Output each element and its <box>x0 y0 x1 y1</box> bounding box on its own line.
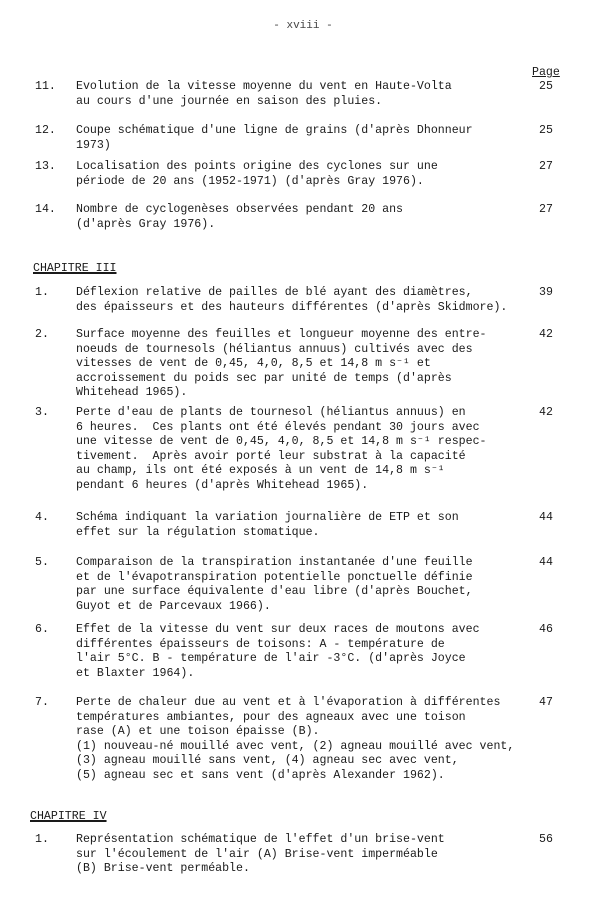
figure-number: 7. <box>35 696 49 709</box>
page-reference: 42 <box>539 328 553 341</box>
caption-line: (3) agneau mouillé sans vent, (4) agneau sec avec vent, <box>76 754 459 768</box>
figure-number: 6. <box>35 623 49 636</box>
caption-line: Localisation des points origine des cyclones sur une <box>76 160 438 173</box>
page-reference: 39 <box>539 286 553 299</box>
caption-line: noeuds de tournesols (héliantus annuus) cultivés avec des <box>76 342 473 356</box>
figure-caption <box>76 833 445 877</box>
caption-line: par une surface équivalente d'eau libre (d'après Bouchet, <box>76 585 473 599</box>
figure-number: 4. <box>35 511 49 524</box>
figure-number: 11. <box>35 80 56 93</box>
caption-line: Perte de chaleur due au vent et à l'évaporation à différentes <box>76 696 501 709</box>
figure-caption <box>76 203 403 232</box>
figure-caption <box>76 286 507 315</box>
caption-line: et Blaxter 1964). <box>76 666 195 680</box>
caption-line: Schéma indiquant la variation journalière de ETP et son <box>76 511 459 524</box>
figure-caption <box>76 696 514 784</box>
figure-caption <box>76 511 459 540</box>
figure-caption <box>76 556 473 614</box>
caption-line: Représentation schématique de l'effet d'un brise-vent <box>76 833 445 846</box>
caption-line: sur l'écoulement de l'air (A) Brise-vent imperméable <box>76 847 438 861</box>
figure-caption <box>76 623 480 681</box>
page-reference: 27 <box>539 203 553 216</box>
caption-line: une vitesse de vent de 0,45, 4,0, 8,5 et 14,8 m s⁻¹ respec- <box>76 435 487 449</box>
caption-line: accroissement du poids sec par unité de temps (d'après <box>76 371 452 385</box>
page-number-header: - xviii - <box>273 20 333 32</box>
figure-caption <box>76 406 487 494</box>
caption-line: l'air 5°C. B - température de l'air -3°C. (d'après Joyce <box>76 652 466 666</box>
figure-caption <box>76 80 452 109</box>
caption-line: températures ambiantes, pour des agneaux avec une toison <box>76 710 466 724</box>
caption-line: différentes épaisseurs de toisons: A - température de <box>76 637 445 651</box>
caption-line: Nombre de cyclogenèses observées pendant 20 ans <box>76 203 403 216</box>
figure-caption <box>76 160 438 189</box>
caption-line: Evolution de la vitesse moyenne du vent en Haute-Volta <box>76 80 452 93</box>
caption-line: Whitehead 1965). <box>76 386 188 400</box>
chapter-heading: CHAPITRE III <box>33 262 117 275</box>
figure-number: 1. <box>35 286 49 299</box>
caption-line: effet sur la régulation stomatique. <box>76 525 320 539</box>
caption-line: période de 20 ans (1952-1971) (d'après Gray 1976). <box>76 174 424 188</box>
page-column-label: Page <box>532 66 560 79</box>
caption-line: (1) nouveau-né mouillé avec vent, (2) agneau mouillé avec vent, <box>76 739 515 753</box>
page-reference: 46 <box>539 623 553 636</box>
caption-line: au champ, ils ont été exposés à un vent de 14,8 m s⁻¹ <box>76 464 445 478</box>
caption-line: 6 heures. Ces plants ont été élevés pendant 30 jours avec <box>76 420 480 434</box>
page-reference: 42 <box>539 406 553 419</box>
page-reference: 47 <box>539 696 553 709</box>
figure-number: 14. <box>35 203 56 216</box>
caption-line: (B) Brise-vent perméable. <box>76 862 250 876</box>
figure-caption <box>76 328 487 401</box>
caption-line: et de l'évapotranspiration potentielle ponctuelle définie <box>76 570 473 584</box>
caption-line: Perte d'eau de plants de tournesol (héliantus annuus) en <box>76 406 466 419</box>
caption-line: pendant 6 heures (d'après Whitehead 1965). <box>76 478 369 492</box>
caption-line: 1973) <box>76 138 111 152</box>
figure-number: 12. <box>35 124 56 137</box>
figure-number: 3. <box>35 406 49 419</box>
caption-line: des épaisseurs et des hauteurs différentes (d'après Skidmore). <box>76 300 508 314</box>
caption-line: rase (A) et une toison épaisse (B). <box>76 725 320 739</box>
figure-caption <box>76 124 473 153</box>
caption-line: Surface moyenne des feuilles et longueur moyenne des entre- <box>76 328 487 341</box>
caption-line: Effet de la vitesse du vent sur deux races de moutons avec <box>76 623 480 636</box>
caption-line: vitesses de vent de 0,45, 4,0, 8,5 et 14,8 m s⁻¹ et <box>76 357 431 371</box>
caption-line: Guyot et de Parcevaux 1966). <box>76 599 271 613</box>
figure-number: 5. <box>35 556 49 569</box>
caption-line: (d'après Gray 1976). <box>76 217 216 231</box>
caption-line: Déflexion relative de pailles de blé ayant des diamètres, <box>76 286 473 299</box>
chapter-heading: CHAPITRE IV <box>30 810 107 823</box>
figure-number: 1. <box>35 833 49 846</box>
page-reference: 56 <box>539 833 553 846</box>
caption-line: Comparaison de la transpiration instantanée d'une feuille <box>76 556 473 569</box>
figure-number: 13. <box>35 160 56 173</box>
caption-line: (5) agneau sec et sans vent (d'après Alexander 1962). <box>76 768 445 782</box>
caption-line: Coupe schématique d'une ligne de grains (d'après Dhonneur <box>76 124 473 137</box>
caption-line: tivement. Après avoir porté leur substrat à la capacité <box>76 449 466 463</box>
page-reference: 44 <box>539 556 553 569</box>
caption-line: au cours d'une journée en saison des pluies. <box>76 94 383 108</box>
page-reference: 25 <box>539 80 553 93</box>
figure-number: 2. <box>35 328 49 341</box>
page-reference: 25 <box>539 124 553 137</box>
page-reference: 27 <box>539 160 553 173</box>
page-reference: 44 <box>539 511 553 524</box>
